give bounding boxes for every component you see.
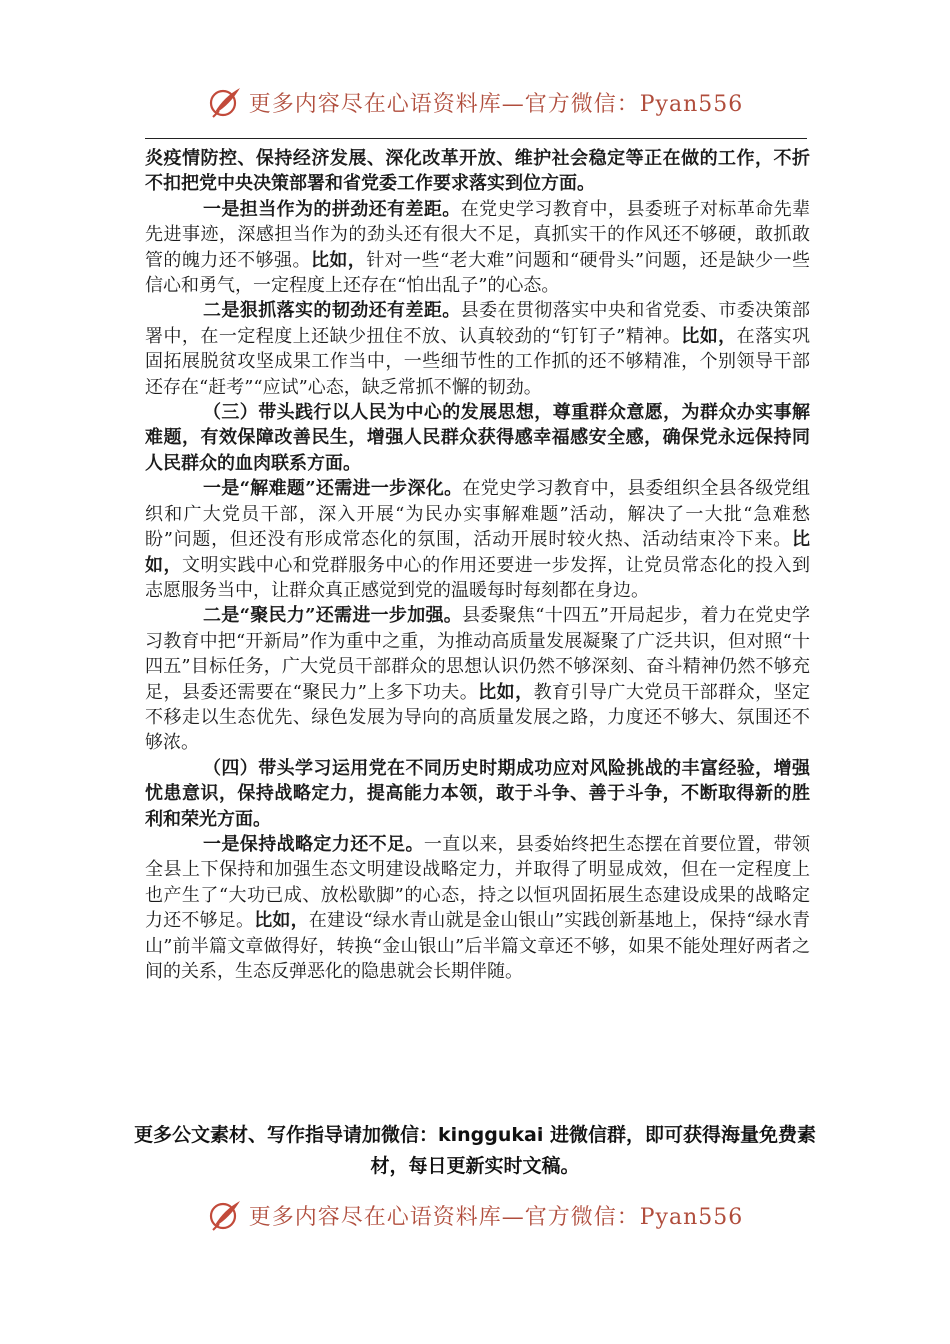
paragraph [145, 400, 810, 476]
document-body [145, 146, 810, 984]
paragraph [145, 146, 810, 197]
paragraph [145, 476, 810, 603]
body-text: 文明实践中心和党群服务中心的作用还要进一步发挥，让党员常态化的投入到志愿服务当中，让群众真正感觉到党的温暖每时每刻都在身边。 [145, 554, 811, 601]
body-text: 在落实巩固拓展脱贫攻坚成果工作当中，一些细节性的工作抓的还不够精准，个别领导干部还存在“赶考”“应试”心态，缺乏常抓不懈的韧劲。 [145, 325, 811, 398]
body-text: 教育引导广大党员干部群众，坚定不移走以生态优先、绿色发展为导向的高质量发展之路，力度还不够大、氛围还不够浓。 [145, 681, 811, 754]
header-banner [0, 82, 950, 122]
body-text: 县委在贯彻落实中央和省党委、市委决策部署中，在一定程度上还缺少扭住不放、认真较劲的“钉钉子”精神。 [145, 300, 810, 347]
body-text: 一直以来，县委始终把生态摆在首要位置，带领全县上下保持和加强生态文明建设战略定力，并取得了明显成效，但在一定程度上也产生了“大功已成、放松歇脚”的心态，持之以恒巩固拓展生态建设成果的战略定力还不够足。 [145, 833, 810, 932]
footer-banner [0, 1195, 950, 1235]
bold-text: 一是“解难题”还需进一步深化。 [203, 478, 463, 500]
bold-text: 一是保持战略定力还不足。 [203, 833, 424, 855]
bold-text: 比如， [145, 529, 810, 576]
bold-text: （三）带头践行以人民为中心的发展思想，尊重群众意愿，为群众办实事解难题，有效保障改善民生，增强人民群众获得感幸福感安全感，确保党永远保持同人民群众的血肉联系方面。 [145, 402, 810, 474]
body-text: 在党史学习教育中，县委班子对标革命先辈先进事迹，深感担当作为的劲头还有很大不足，真抓实干的作风还不够硬，敢抓敢管的魄力还不够强。 [145, 198, 810, 271]
bold-text: 一是担当作为的拼劲还有差距。 [203, 198, 461, 220]
bold-text: 炎疫情防控、保持经济发展、深化改革开放、维护社会稳定等正在做的工作，不折不扣把党中央决策部署和省党委工作要求落实到位方面。 [145, 148, 810, 195]
body-text: 县委聚焦“十四五”开局起步，着力在党史学习教育中把“开新局”作为重中之重，为推动高质量发展凝聚了广泛共识，但对照“十四五”目标任务，广大党员干部群众的思想认识仍然不够深刻、奋斗精神仍然不够充足，县委还需要在“聚民力”上多下功夫。 [145, 605, 810, 703]
bold-text: 比如， [478, 681, 534, 703]
body-text: 在建设“绿水青山就是金山银山”实践创新基地上，保持“绿水青山”前半篇文章做得好，转换“金山银山”后半篇文章还不够，如果不能处理好两者之间的关系，生态反弹恶化的隐患就会长期伴随。 [145, 910, 811, 982]
bold-text: 二是“聚民力”还需进一步加强。 [203, 605, 463, 627]
banner-text: 更多内容尽在心语资料库—官方微信：Pyan556 [248, 1204, 744, 1230]
header-divider [145, 138, 807, 139]
feather-pen-logo-icon [207, 1197, 243, 1233]
feather-pen-logo-icon [207, 84, 243, 120]
bold-text: （四）带头学习运用党在不同历史时期成功应对风险挑战的丰富经验，增强忧患意识，保持战略定力，提高能力本领，敢于斗争、善于斗争，不断取得新的胜利和荣光方面。 [145, 757, 810, 830]
paragraph [145, 756, 810, 832]
bold-text: 比如， [310, 249, 367, 271]
paragraph [145, 298, 810, 400]
body-text: 在党史学习教育中，县委组织全县各级党组织和广大党员干部，深入开展“为民办实事解难题”活动，解决了一大批“急难愁盼”问题，但还没有形成常态化的氛围，活动开展时较火热、活动结束冷下来。 [145, 478, 810, 551]
bold-text: 二是狠抓落实的韧劲还有差距。 [203, 300, 461, 322]
body-text: 针对一些“老大难”问题和“硬骨头”问题，还是缺少一些信心和勇气，一定程度上还存在“怕出乱子”的心态。 [145, 249, 810, 297]
paragraph [145, 603, 810, 755]
paragraph [145, 832, 810, 984]
footer-note: 更多公文素材、写作指导请加微信：kinggukai 进微信群，即可获得海量免费素材，每日更新实时文稿。 [134, 1124, 816, 1177]
bold-text: 比如， [681, 325, 737, 347]
paragraph [145, 197, 810, 299]
bold-text: 比如， [254, 910, 309, 932]
banner-text: 更多内容尽在心语资料库—官方微信：Pyan556 [248, 91, 744, 117]
